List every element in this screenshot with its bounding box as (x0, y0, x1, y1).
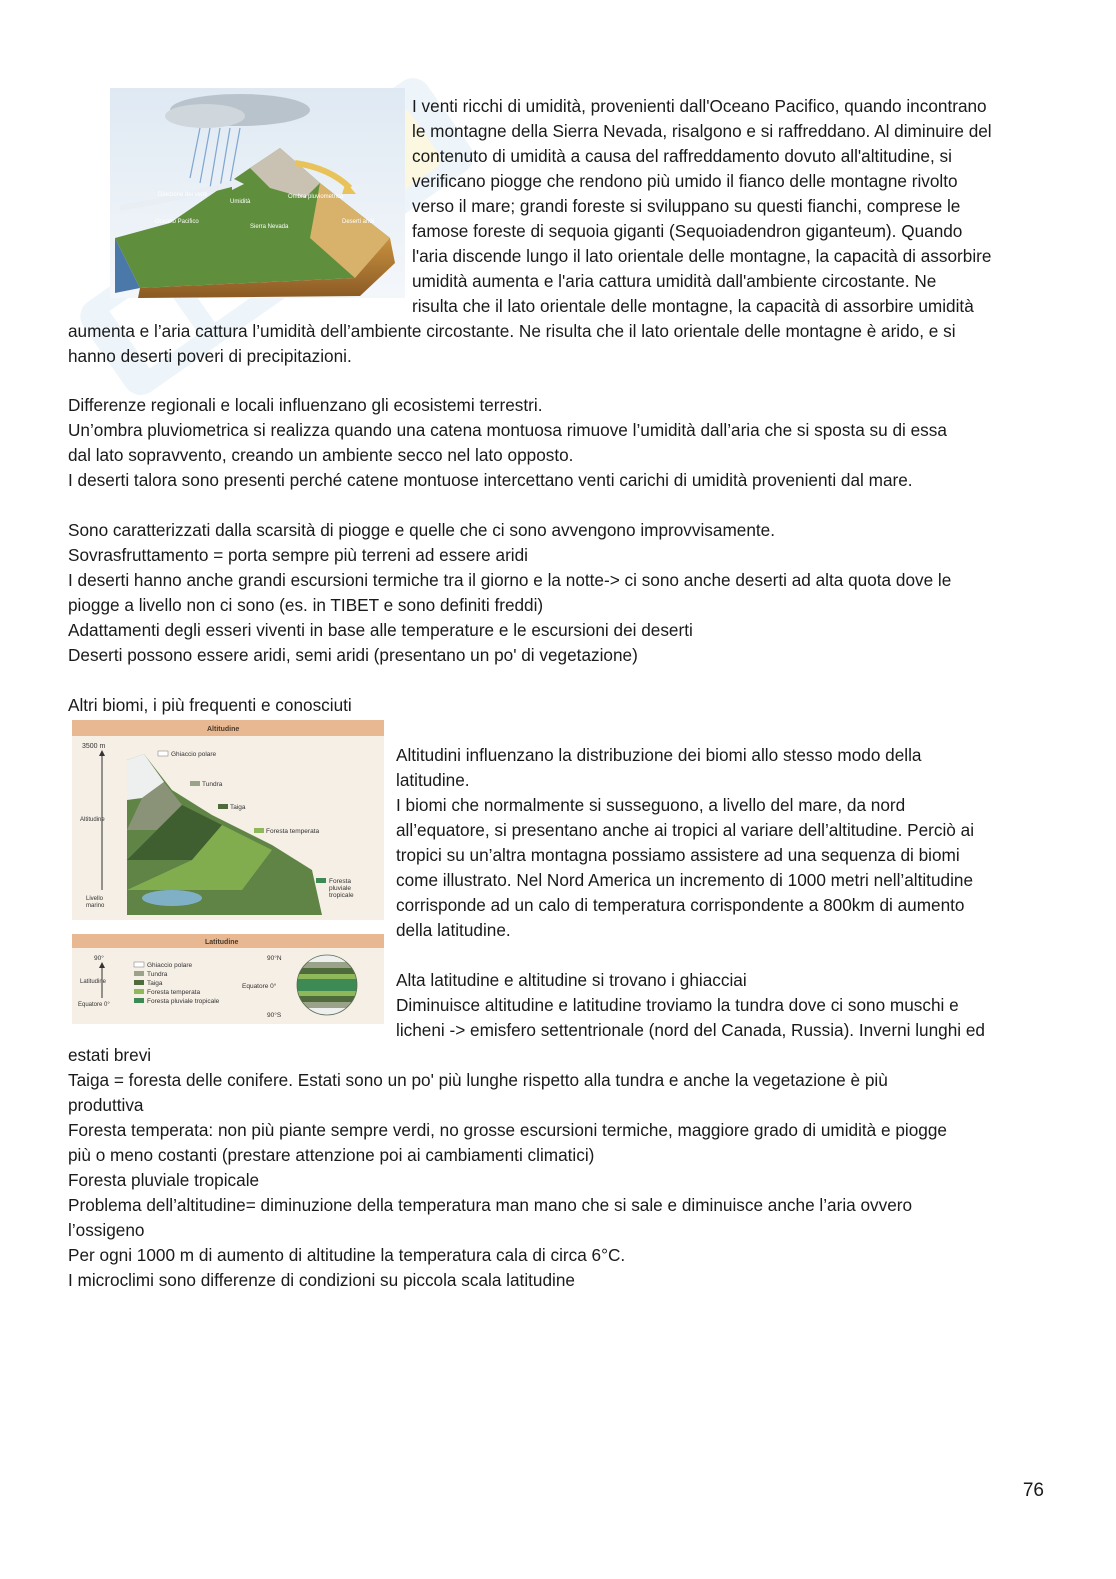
latitude-biomes-figure (72, 934, 384, 1024)
fig2-legend-tropical-3: tropicale (329, 892, 354, 899)
intro-line: umidità aumenta e l'aria cattura umidità dall'ambiente circostante. Ne (412, 271, 937, 291)
desert-line: Adattamenti degli esseri viventi in base alle temperature e le escursioni dei deserti (68, 620, 693, 640)
final-line: Per ogni 1000 m di aumento di altitudine la temperatura cala di circa 6°C. (68, 1245, 626, 1265)
fig3-legend-tropical: Foresta pluviale tropicale (147, 998, 220, 1005)
final-line: più o meno costanti (prestare attenzione poi ai cambiamenti climatici) (68, 1145, 595, 1165)
desert-line: I deserti hanno anche grandi escursioni termiche tra il giorno e la notte-> ci sono anche deserti ad alta quota dove le (68, 570, 952, 590)
fig2-header: Altitudine (207, 726, 240, 733)
altitude-line: latitudine. (396, 770, 470, 790)
intro-line: l'aria discende lungo il lato orientale delle montagne, la capacità di assorbire (412, 246, 992, 266)
fig1-label-sierra: Sierra Nevada (250, 224, 289, 230)
final-line: Taiga = foresta delle conifere. Estati sono un po' più lunghe rispetto alla tundra e anche la vegetazione è più (68, 1070, 888, 1090)
orographic-rain-figure (110, 88, 405, 298)
final-paragraph (68, 1043, 1058, 1293)
intro-line: risulta che il lato orientale delle montagne, la capacità di assorbire umidità (412, 296, 974, 316)
altitude-line: tropici su un’altra montagna possiamo assistere ad una sequenza di biomi (396, 845, 960, 865)
final-line: produttiva (68, 1095, 144, 1115)
fig2-bottom-label-2: marino (86, 903, 105, 909)
fig3-equator-label: Equatore 0° (242, 983, 277, 990)
fig2-legend-tropical-2: pluviale (329, 885, 352, 892)
regional-line: Differenze regionali e locali influenzano gli ecosistemi terrestri. (68, 395, 543, 415)
regional-line: I deserti talora sono presenti perché catene montuose intercettano venti carichi di umidità provenienti dal mare. (68, 470, 913, 490)
fig1-label-wind: Direzione dei venti (158, 192, 208, 198)
altitude-line: I biomi che normalmente si susseguono, a livello del mare, da nord (396, 795, 906, 815)
desert-paragraph (68, 518, 1058, 668)
biomes-heading (68, 693, 1058, 718)
desert-line: Deserti possono essere aridi, semi aridi (presentano un po' di vegetazione) (68, 645, 638, 665)
intro-line: I venti ricchi di umidità, provenienti dall'Oceano Pacifico, quando incontrano (412, 96, 987, 116)
altitude-line: come illustrato. Nel Nord America un incremento di 1000 metri nell’altitudine (396, 870, 974, 890)
final-line: estati brevi (68, 1045, 152, 1065)
fig1-label-desert: Deserti aridi (342, 219, 375, 225)
fig2-top-label: 3500 m (82, 743, 106, 750)
fig1-label-humidity: Umidità (230, 199, 251, 205)
altitude-biomes-figure (72, 720, 384, 920)
glacier-paragraph (396, 968, 1056, 1043)
desert-line: Sono caratterizzati dalla scarsità di piogge e quelle che ci sono avvengono improvvisamente. (68, 520, 775, 540)
fig2-legend-tundra: Tundra (202, 781, 223, 788)
regional-line: dal lato sopravvento, creando un ambiente secco nel lato opposto. (68, 445, 574, 465)
fig3-bottom-label: Equatore 0° (78, 1002, 110, 1008)
glacier-line: licheni -> emisfero settentrionale (nord del Canada, Russia). Inverni lunghi ed (396, 1020, 985, 1040)
fig2-legend-ice: Ghiaccio polare (171, 751, 217, 758)
desert-line: Sovrasfruttamento = porta sempre più terreni ad essere aridi (68, 545, 528, 565)
altitude-paragraph (396, 743, 1056, 943)
intro-line: hanno deserti poveri di precipitazioni. (68, 346, 352, 366)
intro-line: famose foreste di sequoia giganti (Sequoiadendron giganteum). Quando (412, 221, 963, 241)
page-number: 76 (1022, 1480, 1044, 1501)
altitude-line: all’equatore, si presentano anche ai tropici al variare dell’altitudine. Perciò ai (396, 820, 975, 840)
biomes-heading-text: Altri biomi, i più frequenti e conosciuti (68, 695, 352, 715)
intro-line: verificano piogge che rendono più umido il fianco delle montagne rivolto (412, 171, 958, 191)
fig3-north-label: 90°N (267, 955, 282, 962)
intro-paragraph-wrapped (412, 94, 1052, 319)
fig1-label-rain-shadow: Ombra pluviometrica (288, 194, 344, 200)
fig3-legend-temperate: Foresta temperata (147, 989, 201, 996)
altitude-line: Altitudini influenzano la distribuzione dei biomi allo stesso modo della (396, 745, 922, 765)
fig2-legend-temperate: Foresta temperata (266, 828, 320, 835)
intro-line: verso il mare; grandi foreste si sviluppano su questi fianchi, comprese le (412, 196, 961, 216)
regional-paragraph (68, 393, 1058, 493)
fig2-bottom-label-1: Livello (86, 896, 104, 902)
intro-paragraph-full (68, 319, 1058, 369)
intro-line: contenuto di umidità a causa del raffreddamento dovuto all'altitudine, si (412, 146, 952, 166)
fig1-label-ocean: Oceano Pacifico (155, 219, 199, 225)
final-line: Problema dell’altitudine= diminuzione della temperatura man mano che si sale e diminuisce anche l’aria ovvero (68, 1195, 913, 1215)
final-line: l’ossigeno (68, 1220, 145, 1240)
altitude-line: corrisponde ad un calo di temperatura corrispondente a 800km di aumento (396, 895, 965, 915)
fig3-top-label: 90° (94, 955, 104, 962)
fig3-header: Latitudine (205, 939, 239, 946)
final-line: Foresta pluviale tropicale (68, 1170, 260, 1190)
altitude-line: della latitudine. (396, 920, 511, 940)
final-line: Foresta temperata: non più piante sempre verdi, no grosse escursioni termiche, maggiore grado di umidità e piogge (68, 1120, 947, 1140)
fig2-axis-label: Altitudine (80, 817, 105, 823)
fig2-legend-taiga: Taiga (230, 804, 246, 811)
fig3-legend-taiga: Taiga (147, 980, 163, 987)
desert-line: piogge a livello non ci sono (es. in TIBET e sono definiti freddi) (68, 595, 544, 615)
final-line: I microclimi sono differenze di condizioni su piccola scala latitudine (68, 1270, 575, 1290)
fig3-south-label: 90°S (267, 1012, 282, 1019)
regional-line: Un’ombra pluviometrica si realizza quando una catena montuosa rimuove l’umidità dall’aria che si sposta su di essa (68, 420, 947, 440)
intro-line: le montagne della Sierra Nevada, risalgono e si raffreddano. Al diminuire del (412, 121, 992, 141)
glacier-line: Diminuisce altitudine e latitudine troviamo la tundra dove ci sono muschi e (396, 995, 959, 1015)
fig3-axis-label: Latitudine (80, 979, 107, 985)
glacier-line: Alta latitudine e altitudine si trovano i ghiacciai (396, 970, 747, 990)
fig3-legend-tundra: Tundra (147, 971, 168, 978)
fig3-legend-ice: Ghiaccio polare (147, 962, 193, 969)
intro-line: aumenta e l’aria cattura l’umidità dell’ambiente circostante. Ne risulta che il lato orientale delle montagne è arido, e si (68, 321, 956, 341)
fig2-legend-tropical-1: Foresta (329, 878, 352, 885)
